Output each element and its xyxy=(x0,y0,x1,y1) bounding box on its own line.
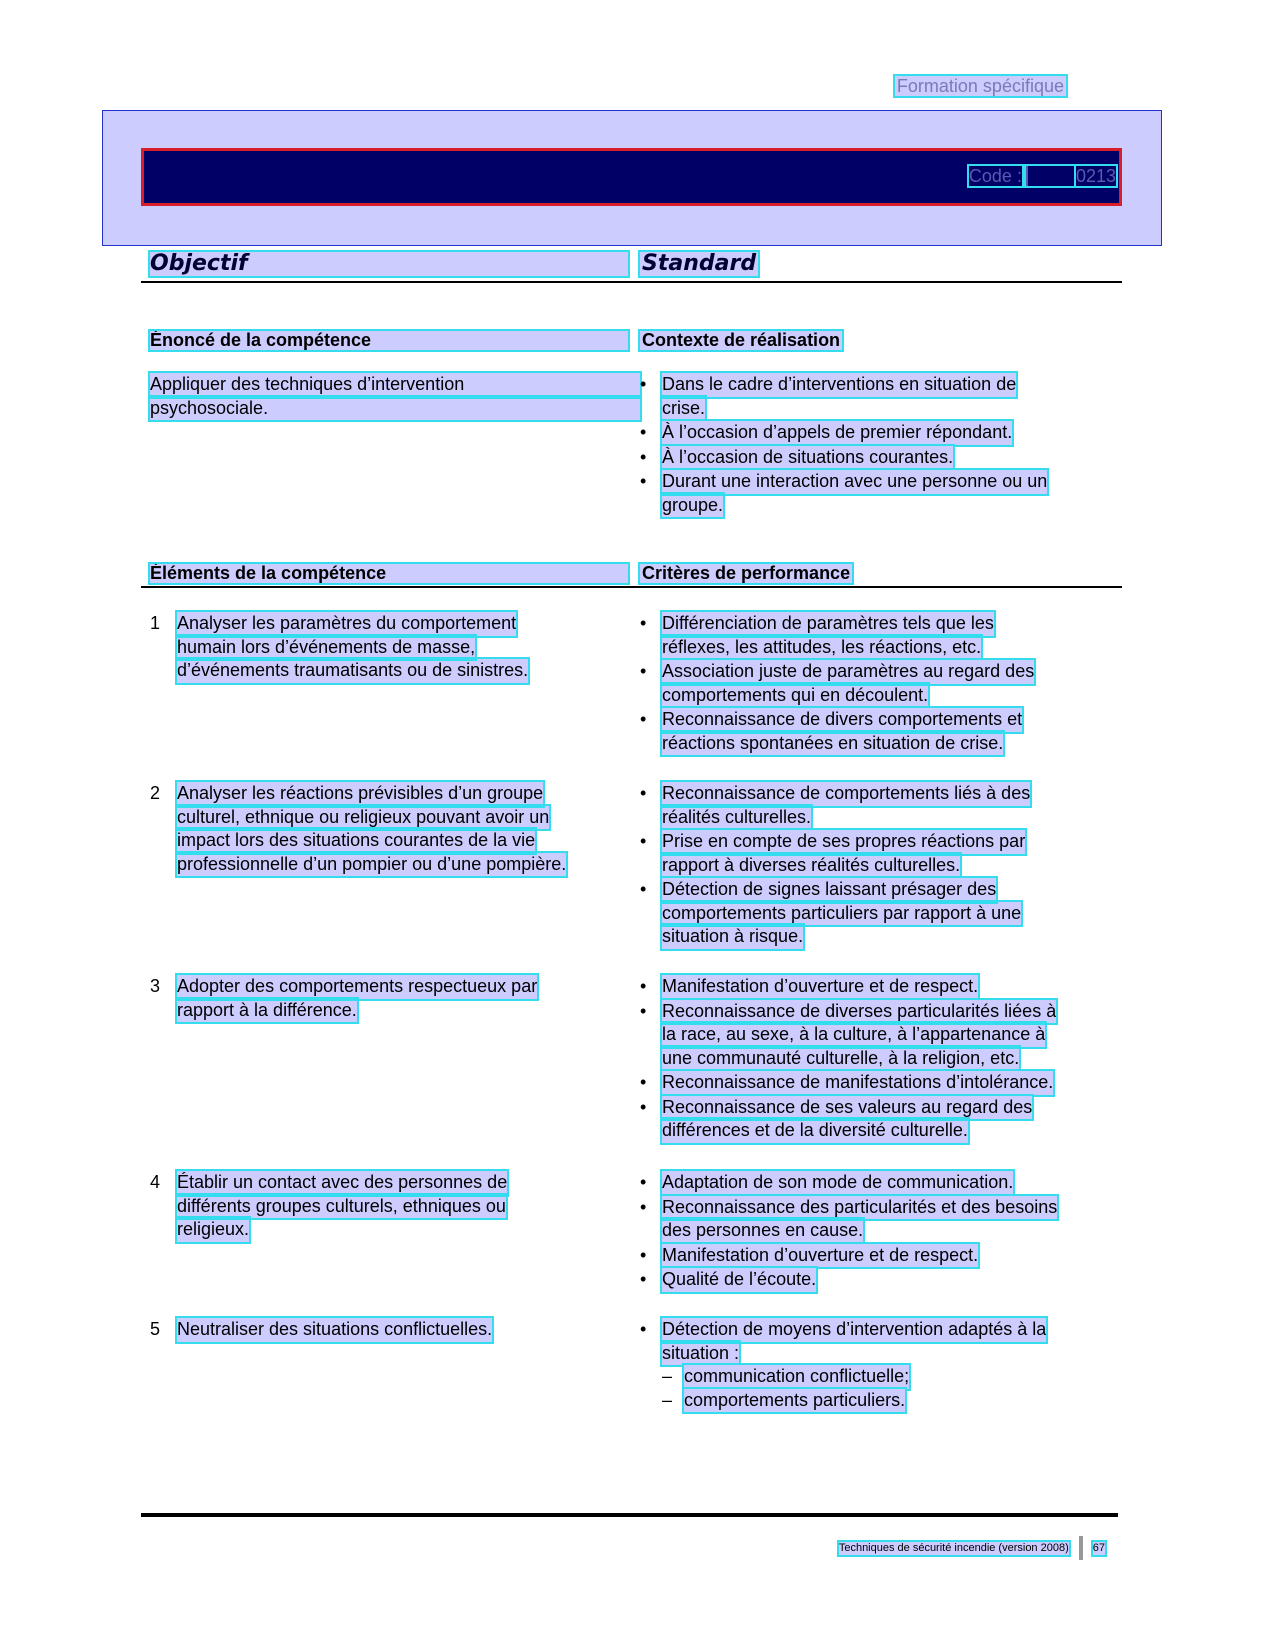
elements-rule xyxy=(141,586,1122,588)
standard-heading: Standard xyxy=(642,251,757,276)
sub-item: – comportements particuliers. xyxy=(662,1389,1120,1413)
context-title: Contexte de réalisation xyxy=(642,330,841,350)
criteria-list-5 xyxy=(640,1318,1120,1413)
section-label: Formation spécifique xyxy=(896,76,1064,96)
list-item: • Reconnaissance de comportements liés à des réalités culturelles. xyxy=(640,782,1120,829)
element-item-1: 1 Analyser les paramètres du comportement humain lors d’événements de masse, d’événements traumatisants ou de sinistres. xyxy=(150,612,630,683)
list-item: • Qualité de l’écoute. xyxy=(640,1268,1120,1292)
criteria-title: Critères de performance xyxy=(642,563,851,583)
list-item: • Adaptation de son mode de communication. xyxy=(640,1171,1120,1195)
criteria-list-3 xyxy=(640,975,1120,1144)
list-item: • Reconnaissance des particularités et des besoins des personnes en cause. xyxy=(640,1196,1120,1243)
code-value: 0213 xyxy=(1075,166,1116,186)
code-label: Code : xyxy=(968,166,1022,186)
list-item: • Association juste de paramètres au regard des comportements qui en découlent. xyxy=(640,660,1120,707)
elements-title: Éléments de la compétence xyxy=(150,564,628,583)
title-bar xyxy=(141,148,1122,206)
element-number: 4 xyxy=(150,1172,161,1192)
criteria-list-1 xyxy=(640,612,1120,756)
criteria-list-2 xyxy=(640,782,1120,950)
footer-title: Techniques de sécurité incendie (version 2008) xyxy=(838,1541,1069,1554)
statement-text xyxy=(150,373,640,420)
element-item-2: 2 Analyser les réactions prévisibles d’un groupe culturel, ethnique ou religieux pouvant avoir un impact lors des situations courantes de la vie professionnelle d’un pompier ou d’une pompière. xyxy=(150,782,630,876)
list-item: • Détection de signes laissant présager des comportements particuliers par rapport à une situation à risque. xyxy=(640,878,1120,949)
statement-line: psychosociale. xyxy=(150,397,640,421)
footer-separator xyxy=(1079,1536,1083,1560)
list-item: • À l’occasion d’appels de premier répondant. xyxy=(640,421,1120,445)
list-item: • Reconnaissance de diverses particularités liées à la race, au sexe, à la culture, à l’appartenance à une communauté culturelle, à la religion, etc. xyxy=(640,1000,1120,1071)
page-number: 67 xyxy=(1092,1541,1105,1554)
element-number: 1 xyxy=(150,613,161,633)
statement-title: Énoncé de la compétence xyxy=(150,331,628,350)
list-item: • Reconnaissance de manifestations d’intolérance. xyxy=(640,1071,1120,1095)
heading-rule xyxy=(141,281,1122,283)
element-item-5: 5 Neutraliser des situations conflictuelles. xyxy=(150,1318,630,1342)
sub-item: – communication conflictuelle; xyxy=(662,1365,1120,1389)
objective-heading: Objectif xyxy=(150,252,628,276)
list-item: • Détection de moyens d’intervention adaptés à la situation : – communication conflictuelle; – comportements particuliers. xyxy=(640,1318,1120,1412)
element-item-4: 4 Établir un contact avec des personnes de différents groupes culturels, ethniques ou religieux. xyxy=(150,1171,630,1242)
list-item: • Reconnaissance de divers comportements et réactions spontanées en situation de crise. xyxy=(640,708,1120,755)
footer-rule xyxy=(141,1513,1118,1517)
context-list xyxy=(640,373,1120,518)
list-item: • Manifestation d’ouverture et de respect. xyxy=(640,1244,1120,1268)
list-item: • Différenciation de paramètres tels que les réflexes, les attitudes, les réactions, etc. xyxy=(640,612,1120,659)
list-item: • Manifestation d’ouverture et de respect. xyxy=(640,975,1120,999)
code-box xyxy=(969,166,1116,186)
element-number: 3 xyxy=(150,976,161,996)
criteria-list-4 xyxy=(640,1171,1120,1293)
list-item: • Reconnaissance de ses valeurs au regard des différences et de la diversité culturelle. xyxy=(640,1096,1120,1143)
footer xyxy=(839,1536,1105,1560)
list-item: • À l’occasion de situations courantes. xyxy=(640,446,1120,470)
code-separator xyxy=(1026,166,1076,186)
element-number: 2 xyxy=(150,783,161,803)
list-item: • Durant une interaction avec une personne ou un groupe. xyxy=(640,470,1120,517)
statement-line: Appliquer des techniques d’intervention xyxy=(150,373,640,397)
list-item: • Prise en compte de ses propres réactions par rapport à diverses réalités culturelles. xyxy=(640,830,1120,877)
list-item: • Dans le cadre d’interventions en situation de crise. xyxy=(640,373,1120,420)
element-item-3: 3 Adopter des comportements respectueux par rapport à la différence. xyxy=(150,975,630,1022)
element-number: 5 xyxy=(150,1319,161,1339)
